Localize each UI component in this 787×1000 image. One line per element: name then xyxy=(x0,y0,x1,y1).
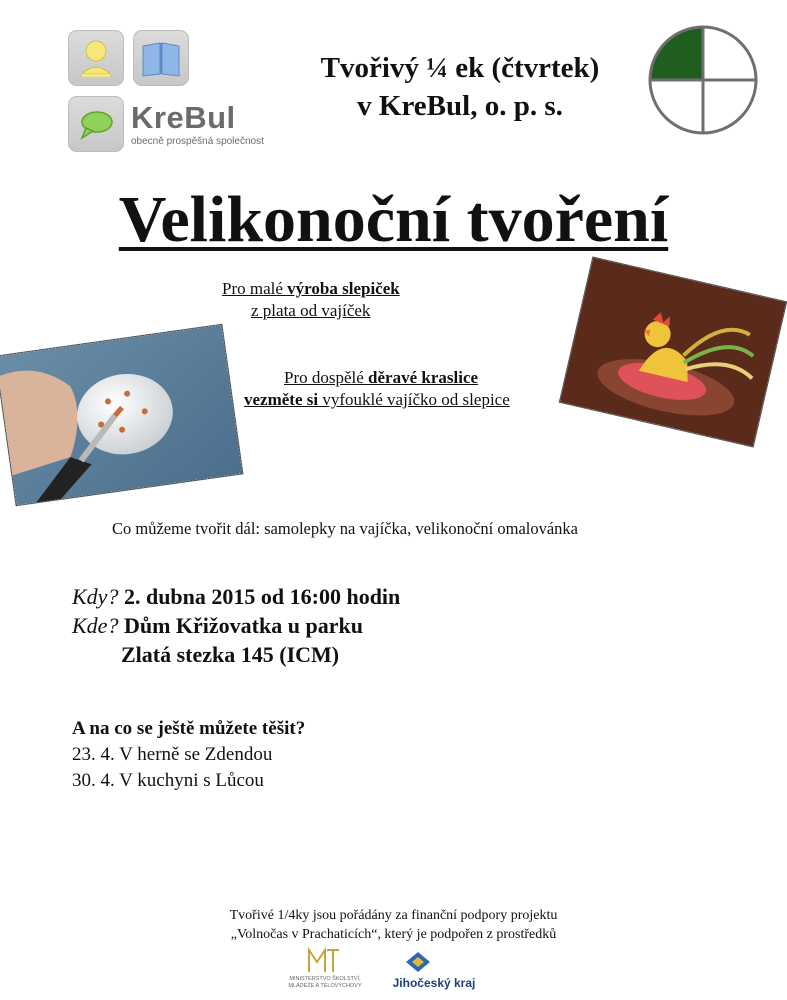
egg-drill-image xyxy=(0,325,242,505)
main-title-text: Velikonoční tvoření xyxy=(118,183,669,256)
msmt-line2: MLÁDEŽE A TĚLOVÝCHOVY xyxy=(288,983,362,989)
person-logo-tile xyxy=(68,30,124,86)
adults-line2-rest: vyfouklé vajíčko od slepice xyxy=(318,390,510,409)
where-line xyxy=(72,612,363,640)
upcoming-heading: A na co se ještě můžete těšit? xyxy=(72,718,306,739)
upcoming-item: 23. 4. V herně se Zdendou xyxy=(72,744,273,765)
msmt-logo xyxy=(283,946,367,996)
krebul-logo-tagline: obecně prospěšná společnost xyxy=(131,136,264,147)
person-icon xyxy=(68,30,124,86)
where-value: Dům Křižovatka u parku xyxy=(123,613,363,638)
book-icon xyxy=(133,30,189,86)
header-title-line1: Tvořivý ¼ ek (čtvrtek) xyxy=(320,52,600,84)
region-name: Jihočeský kraj xyxy=(392,976,476,990)
main-title xyxy=(0,180,787,260)
more-activities-text: Co můžeme tvořit dál: samolepky na vajíčka, velikonoční omalovánka xyxy=(112,519,578,538)
adults-prefix: Pro dospělé xyxy=(284,368,369,387)
region-emblem-icon xyxy=(404,950,432,974)
msmt-mark-icon xyxy=(283,946,367,976)
jihocesky-kraj-logo xyxy=(384,950,484,996)
when-value: 2. dubna 2015 od 16:00 hodin xyxy=(123,584,401,609)
where-address: Zlatá stezka 145 (ICM) xyxy=(121,642,340,667)
kids-bold: výroba slepiček xyxy=(287,279,400,298)
msmt-line1: MINISTERSTVO ŠKOLSTVÍ, xyxy=(289,976,361,982)
speech-bubble-icon xyxy=(68,96,124,152)
where-label: Kde? xyxy=(72,613,119,638)
when-line xyxy=(72,583,400,611)
paper-chicken-photo xyxy=(560,258,786,447)
upcoming-item: 30. 4. V kuchyni s Lůcou xyxy=(72,770,264,791)
footer-line1: Tvořivé 1/4ky jsou pořádány za finanční podpory projektu xyxy=(229,908,558,923)
kids-activity-line1 xyxy=(222,278,400,300)
kids-activity-line2: z plata od vajíček xyxy=(251,301,371,320)
footer-line2: „Volnočas v Prachaticích“, který je podpořen z prostředků xyxy=(230,927,557,942)
quarter-circle-icon xyxy=(645,22,761,138)
when-label: Kdy? xyxy=(72,584,119,609)
krebul-logo-name: KreBul xyxy=(131,100,236,135)
paper-chicken-image xyxy=(560,258,786,447)
book-logo-tile xyxy=(133,30,189,86)
adults-line2-bold: vezměte si xyxy=(244,390,319,409)
header-title-line2: v KreBul, o. p. s. xyxy=(357,90,563,122)
kids-prefix: Pro malé xyxy=(222,279,288,298)
egg-drill-photo xyxy=(0,325,242,505)
adults-activity-line1 xyxy=(284,367,478,389)
adults-bold: děravé kraslice xyxy=(368,368,479,387)
speech-logo-tile xyxy=(68,96,124,152)
adults-activity-line2 xyxy=(244,389,510,411)
